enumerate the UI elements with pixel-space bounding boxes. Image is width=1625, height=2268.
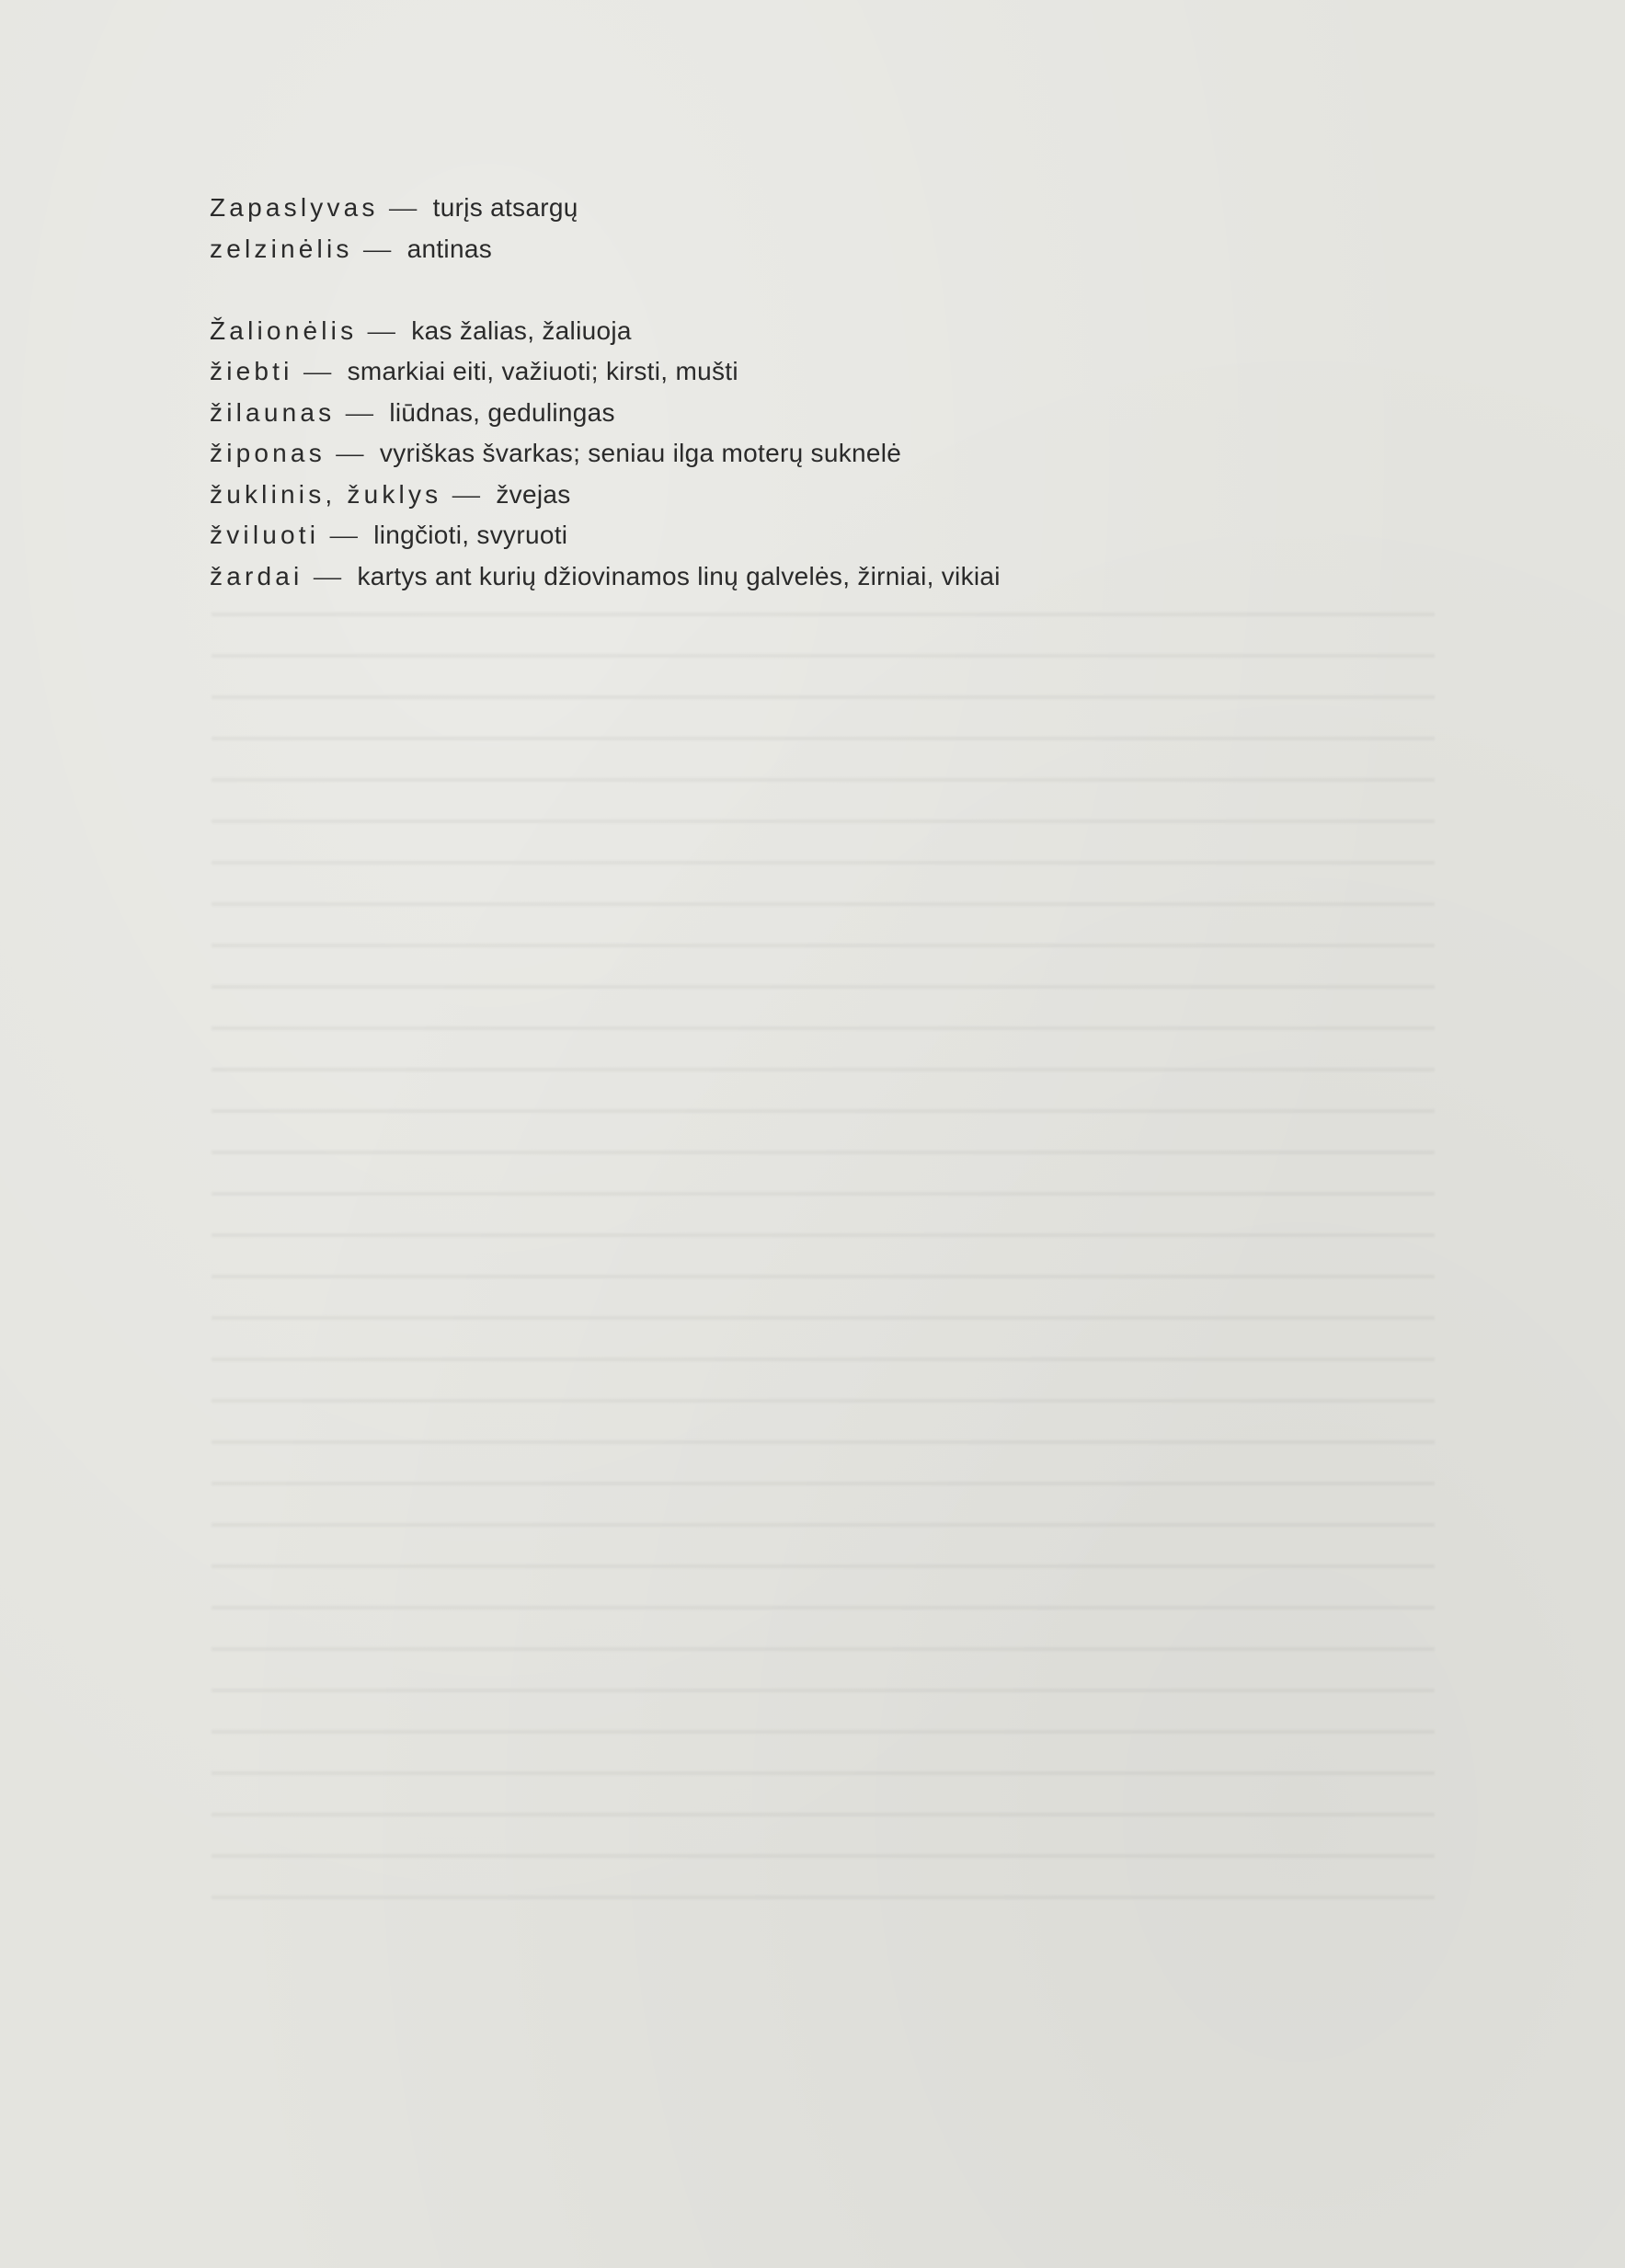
entry-dash: — [336, 438, 364, 468]
entry-definition: turįs atsargų [432, 193, 578, 222]
glossary-entry [210, 311, 1442, 352]
entry-definition: liūdnas, gedulingas [389, 397, 615, 427]
glossary-entry [210, 433, 1442, 475]
entry-definition: žvejas [496, 479, 571, 509]
entry-definition: kartys ant kurių džiovinamos linų galvelės, žirniai, vikiai [357, 561, 1001, 590]
show-through-bleed [212, 589, 1435, 1931]
entry-dash: — [367, 315, 395, 346]
entry-term: žiponas [210, 439, 326, 467]
entry-definition: antinas [406, 234, 492, 263]
entry-term: žviluoti [210, 521, 320, 549]
entry-definition: smarkiai eiti, važiuoti; kirsti, mušti [347, 357, 738, 385]
glossary-entry [210, 393, 1442, 434]
entry-term: žardai [210, 561, 303, 590]
entry-dash: — [452, 478, 480, 510]
glossary-entry [210, 515, 1442, 556]
entry-term: zelzinėlis [210, 234, 353, 263]
glossary-entry [210, 475, 1442, 516]
entry-dash: — [329, 520, 358, 550]
entry-term: žuklinis, žuklys [210, 479, 442, 509]
entry-term: žiebti [210, 357, 293, 385]
entry-dash: — [303, 356, 332, 386]
glossary-entry [210, 556, 1442, 598]
entry-definition: kas žalias, žaliuoja [411, 315, 632, 345]
entry-dash: — [345, 396, 373, 428]
entry-dash: — [313, 560, 341, 591]
glossary-entry [210, 229, 1442, 311]
glossary-entry [210, 351, 1442, 393]
entry-term: Zapaslyvas [210, 193, 379, 222]
entry-dash: — [363, 233, 392, 264]
entry-term: Žalionėlis [210, 315, 358, 345]
entry-term: žilaunas [210, 397, 336, 427]
entry-definition: lingčioti, svyruoti [373, 521, 568, 549]
entry-definition: vyriškas švarkas; seniau ilga moterų suknelė [379, 439, 902, 467]
glossary-entry [210, 188, 1442, 229]
glossary-list [210, 188, 1442, 597]
entry-dash: — [389, 192, 418, 223]
